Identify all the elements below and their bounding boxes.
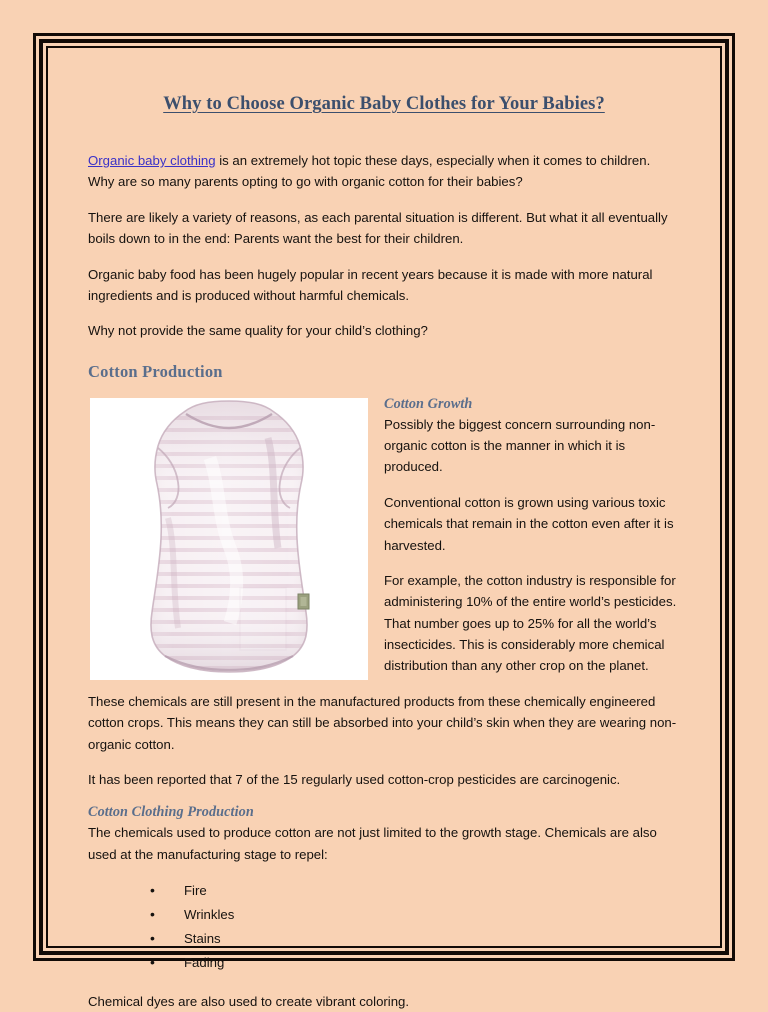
intro-paragraph-4: Why not provide the same quality for your child’s clothing? [88, 323, 428, 339]
closing-paragraph: Chemical dyes are also used to create vibrant coloring. [88, 994, 410, 1010]
intro-paragraph-2: There are likely a variety of reasons, as each parental situation is different. But what it all eventually boils down to in the end: Parents want the best for their children. [88, 209, 668, 247]
garment-svg [90, 398, 368, 680]
intro-paragraph-1-rest: is an extremely hot topic these days, especially when it comes to children. Why are so many parents opting to go with organic cotton for their babies? [88, 153, 651, 190]
section-heading-cotton-production: Cotton Production [88, 361, 223, 381]
repel-chemicals-list [88, 879, 680, 975]
baby-dress-image [90, 398, 368, 680]
cotton-clothing-intro-paragraph: The chemicals used to produce cotton are not just limited to the growth stage. Chemicals are also used at the manufacturing stage to repel: [88, 825, 657, 862]
cotton-growth-paragraph-3: For example, the cotton industry is responsible for administering 10% of the entire world’s pesticides. That number goes up to 25% for all the world’s insecticides. This is considerably more chemical distribution than any other crop on the planet. [384, 572, 677, 674]
subheading-cotton-clothing-production: Cotton Clothing Production [88, 804, 254, 821]
subheading-cotton-growth: Cotton Growth [384, 395, 473, 412]
list-item: • Fire [150, 879, 680, 903]
intro-paragraph-3: Organic baby food has been hugely popular in recent years because it is made with more natural ingredients and is produced without harmful chemicals. [88, 266, 653, 303]
list-item: • Fading [150, 951, 680, 975]
list-item: • Stains [150, 927, 680, 951]
list-item: • Wrinkles [150, 903, 680, 927]
cotton-growth-paragraph-2: Conventional cotton is grown using various toxic chemicals that remain in the cotton even after it is harvested. [384, 494, 674, 553]
cotton-growth-paragraph-4: These chemicals are still present in the manufactured products from these chemically engineered cotton crops. This means they can still be absorbed into your child’s skin when they are wearing non-organic cotton. [88, 693, 677, 752]
brand-tag-icon [298, 594, 309, 609]
document-content [48, 48, 720, 1010]
page-title: Why to Choose Organic Baby Clothes for Your Babies? [163, 94, 605, 114]
intro-paragraph-1 [88, 150, 680, 193]
organic-baby-clothing-link[interactable]: Organic baby clothing [88, 153, 216, 169]
cotton-growth-paragraph-1: Possibly the biggest concern surrounding non-organic cotton is the manner in which it is produced. [384, 416, 656, 475]
garment-illustration [90, 398, 368, 680]
cotton-growth-paragraph-5: It has been reported that 7 of the 15 regularly used cotton-crop pesticides are carcinogenic. [88, 771, 621, 787]
